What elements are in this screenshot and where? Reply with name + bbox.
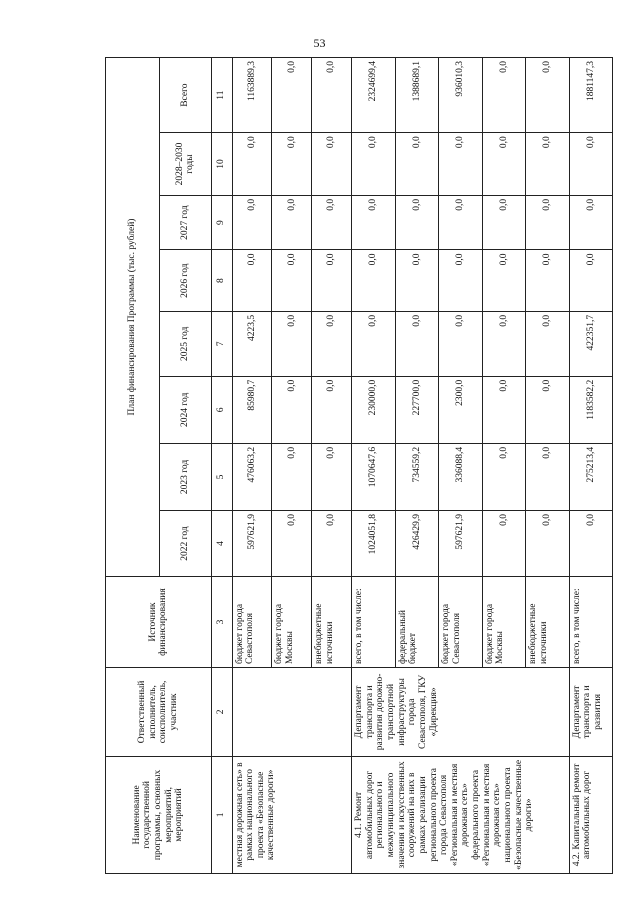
value-cell: 0,0 (312, 58, 352, 133)
value-cell: 0,0 (395, 250, 439, 311)
value-cell: 1388689,1 (395, 58, 439, 133)
value-cell: 0,0 (272, 58, 312, 133)
value-cell: 0,0 (352, 133, 396, 196)
value-cell: 0,0 (482, 511, 526, 577)
funding-source: всего, в том числе: (352, 577, 396, 668)
value-cell: 0,0 (272, 443, 312, 510)
value-cell: 0,0 (482, 133, 526, 196)
value-cell: 0,0 (526, 443, 570, 510)
value-cell: 4223,5 (232, 311, 272, 376)
value-cell: 0,0 (482, 58, 526, 133)
funding-source: бюджет города Москвы (482, 577, 526, 668)
value-cell: 0,0 (395, 311, 439, 376)
value-cell: 0,0 (272, 511, 312, 577)
value-cell: 0,0 (232, 133, 272, 196)
header-year: 2022 год (159, 511, 211, 577)
funding-source: федеральный бюджет (395, 577, 439, 668)
value-cell: 0,0 (312, 443, 352, 510)
value-cell: 1183582,2 (569, 376, 612, 443)
table-row (569, 58, 612, 874)
value-cell: 0,0 (526, 376, 570, 443)
value-cell: 0,0 (312, 376, 352, 443)
value-cell: 0,0 (569, 195, 612, 250)
value-cell: 0,0 (569, 133, 612, 196)
column-numbers-row (211, 58, 232, 874)
value-cell: 0,0 (272, 250, 312, 311)
value-cell: 0,0 (569, 250, 612, 311)
value-cell: 336088,4 (439, 443, 483, 510)
header-year: 2026 год (159, 250, 211, 311)
value-cell: 0,0 (439, 195, 483, 250)
value-cell: 0,0 (482, 250, 526, 311)
value-cell: 0,0 (312, 195, 352, 250)
value-cell: 0,0 (272, 376, 312, 443)
value-cell: 1881147,3 (569, 58, 612, 133)
column-number: 4 (211, 511, 232, 577)
column-number: 9 (211, 195, 232, 250)
header-plan: План финансирования Программы (тыс. рублей) (106, 58, 160, 577)
value-cell: 0,0 (352, 195, 396, 250)
event-name: 4.1. Ремонт автомобильных дорог регионального и межмуниципального значения и искусственных сооружений на них в рамках реализации регионального проекта города Севастополя «Региональная и местная дорожная сеть» федерального проекта «Региональная и местная дорожная сеть» национального проекта «Безопасные качественные дороги» (352, 756, 570, 873)
value-cell: 0,0 (312, 250, 352, 311)
column-number: 1 (211, 756, 232, 873)
value-cell: 275213,4 (569, 443, 612, 510)
value-cell: 0,0 (482, 195, 526, 250)
value-cell: 0,0 (439, 250, 483, 311)
table-row (352, 58, 396, 874)
executor: Департамент транспорта и развития (569, 668, 612, 757)
header-year: 2028–2030 годы (159, 133, 211, 196)
header-year: 2027 год (159, 195, 211, 250)
header-total: Всего (159, 58, 211, 133)
header-year: 2024 год (159, 376, 211, 443)
value-cell: 230000,0 (352, 376, 396, 443)
value-cell: 0,0 (395, 133, 439, 196)
value-cell: 1024051,8 (352, 511, 396, 577)
value-cell: 0,0 (272, 133, 312, 196)
value-cell: 0,0 (312, 133, 352, 196)
value-cell: 2324699,4 (352, 58, 396, 133)
header-year: 2023 год (159, 443, 211, 510)
value-cell: 85980,7 (232, 376, 272, 443)
value-cell: 0,0 (482, 376, 526, 443)
value-cell: 597621,9 (232, 511, 272, 577)
header-name: Наименование государственной программы, основных мероприятий, мероприятий (106, 756, 212, 873)
value-cell: 476063,2 (232, 443, 272, 510)
column-number: 11 (211, 58, 232, 133)
funding-source: бюджет города Севастополя (439, 577, 483, 668)
value-cell: 0,0 (482, 443, 526, 510)
value-cell: 734559,2 (395, 443, 439, 510)
funding-source: всего, в том числе: (569, 577, 612, 668)
value-cell: 0,0 (526, 58, 570, 133)
value-cell: 0,0 (526, 195, 570, 250)
value-cell: 2300,0 (439, 376, 483, 443)
column-number: 2 (211, 668, 232, 757)
table-row (232, 58, 272, 874)
value-cell: 426429,9 (395, 511, 439, 577)
value-cell: 0,0 (272, 195, 312, 250)
funding-source: бюджет города Москвы (272, 577, 312, 668)
value-cell: 0,0 (482, 311, 526, 376)
value-cell: 0,0 (526, 311, 570, 376)
funding-source: внебюджетные источники (312, 577, 352, 668)
header-executor: Ответственный исполнитель, соисполнитель, участник (106, 668, 212, 757)
rotated-table (105, 57, 613, 874)
event-name: местная дорожная сеть» в рамках национального проекта «Безопасные качественные дороги» (232, 756, 352, 873)
value-cell: 0,0 (526, 250, 570, 311)
funding-source: внебюджетные источники (526, 577, 570, 668)
value-cell: 597621,9 (439, 511, 483, 577)
page-number: 53 (313, 36, 326, 50)
value-cell: 0,0 (395, 195, 439, 250)
value-cell: 0,0 (352, 311, 396, 376)
value-cell: 936010,3 (439, 58, 483, 133)
executor: Департамент транспорта и развития дорожно-транспортной инфраструктуры города Севастополя, ГКУ «Дирекция» (352, 668, 570, 757)
column-number: 3 (211, 577, 232, 668)
value-cell: 0,0 (272, 311, 312, 376)
value-cell: 1163889,3 (232, 58, 272, 133)
value-cell: 1070647,6 (352, 443, 396, 510)
value-cell: 0,0 (352, 250, 396, 311)
value-cell: 422351,7 (569, 311, 612, 376)
column-number: 8 (211, 250, 232, 311)
value-cell: 0,0 (312, 511, 352, 577)
column-number: 6 (211, 376, 232, 443)
column-number: 10 (211, 133, 232, 196)
financing-table (105, 57, 613, 874)
value-cell: 0,0 (232, 250, 272, 311)
executor (232, 668, 352, 757)
value-cell: 0,0 (439, 133, 483, 196)
value-cell: 0,0 (569, 511, 612, 577)
value-cell: 0,0 (526, 511, 570, 577)
value-cell: 0,0 (232, 195, 272, 250)
value-cell: 0,0 (312, 311, 352, 376)
funding-source: бюджет города Севастополя (232, 577, 272, 668)
column-number: 5 (211, 443, 232, 510)
header-source: Источник финансирования (106, 577, 212, 668)
event-name: 4.2. Капитальный ремонт автомобильных дорог (569, 756, 612, 873)
value-cell: 0,0 (526, 133, 570, 196)
value-cell: 227700,0 (395, 376, 439, 443)
header-year: 2025 год (159, 311, 211, 376)
header-row (106, 58, 160, 874)
rotated-table-area (105, 57, 613, 874)
column-number: 7 (211, 311, 232, 376)
value-cell: 0,0 (439, 311, 483, 376)
